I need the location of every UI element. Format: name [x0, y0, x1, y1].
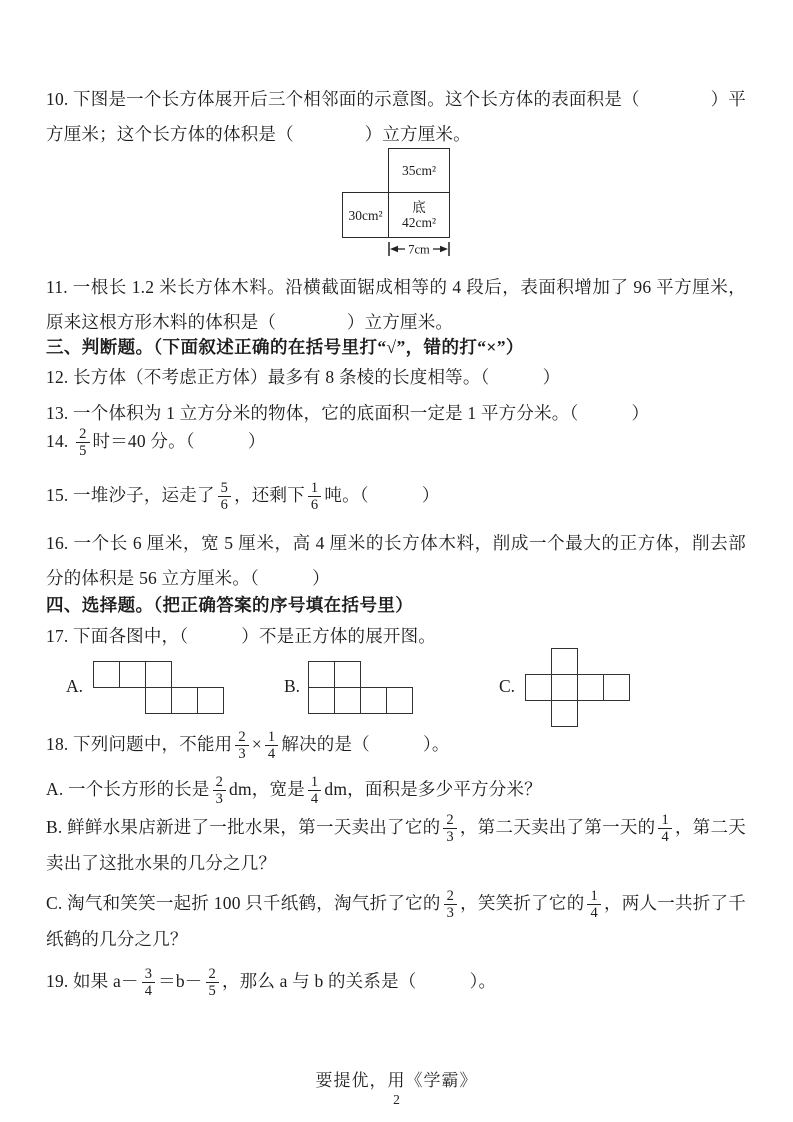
fraction: $\frac{1}{4}$ [587, 888, 600, 922]
fraction: $\frac{1}{4}$ [265, 729, 278, 763]
net-cell [145, 687, 172, 714]
question-16: 16. 一个长 6 厘米，宽 5 厘米，高 4 厘米的长方体木料，削成一个最大的正方体，削去部分的体积是 56 立方厘米。（ ） [46, 533, 746, 588]
section-heading-choice: 四、选择题。（把正确答案的序号填在括号里） [46, 595, 414, 615]
page-number: 2 [393, 1092, 400, 1107]
right-arrowhead [440, 246, 448, 252]
question-19: 19. 如果 a－ $\frac{3}{4}$ ＝b－ $\frac{2}{5}$ ，那么 a 与 b 的关系是（ ）。 [46, 965, 497, 1000]
question-17: 17. 下面各图中，（ ）不是正方体的展开图。 [46, 626, 436, 646]
face-bottom-name: 底 [412, 200, 426, 215]
net-cell [171, 687, 198, 714]
fraction: $\frac{1}{6}$ [308, 480, 321, 514]
net-cell [577, 674, 604, 701]
face-top-label: 35cm² [401, 163, 437, 178]
net-cell [308, 661, 335, 688]
question-14: 14. $\frac{2}{5}$ 时＝40 分。（ ） [46, 425, 266, 460]
left-arrowhead [390, 246, 398, 252]
cube-net-c [525, 648, 631, 728]
net-cell [145, 661, 172, 688]
question-13: 13. 一个体积为 1 立方分米的物体，它的底面积一定是 1 平方分米。（ ） [46, 403, 650, 423]
fraction: $\frac{2}{3}$ [213, 774, 226, 808]
net-cell [386, 687, 413, 714]
face-left-label: 30cm² [348, 207, 383, 223]
width-dimension-label: 7cm [408, 242, 430, 257]
fraction: $\frac{2}{5}$ [206, 966, 219, 1000]
net-cell [551, 700, 578, 727]
net-cell [308, 687, 335, 714]
option-c-label: C. [499, 676, 516, 696]
fraction: $\frac{1}{4}$ [658, 812, 671, 846]
question-18: 18. 下列问题中，不能用 $\frac{2}{3}$ × $\frac{1}{4}$ 解决的是（ ）。 [46, 728, 450, 763]
fraction: $\frac{5}{6}$ [218, 480, 231, 514]
question-12: 12. 长方体（不考虑正方体）最多有 8 条棱的长度相等。（ ） [46, 367, 561, 387]
fraction: $\frac{3}{4}$ [142, 966, 155, 1000]
net-cell [551, 674, 578, 701]
net-cell [551, 648, 578, 675]
fraction: $\frac{2}{3}$ [444, 888, 457, 922]
fraction: $\frac{1}{4}$ [308, 774, 321, 808]
cube-net-options-row [46, 648, 746, 732]
cube-net-a [93, 661, 225, 715]
net-cell [93, 661, 120, 688]
footer-slogan: 要提优，用《学霸》 [315, 1071, 478, 1090]
section-heading-judgement: 三、判断题。（下面叙述正确的在括号里打“√”，错的打“×”） [46, 337, 524, 357]
face-bottom-rect [388, 192, 450, 238]
face-left-rect [342, 192, 389, 238]
fraction: $\frac{2}{3}$ [443, 812, 456, 846]
option-b-label: B. [284, 676, 301, 696]
net-cell [334, 687, 361, 714]
question-11: 11. 一根长 1.2 米长方体木料。沿横截面锯成相等的 4 段后，表面积增加了 96 平方厘米，原来这根方形木料的体积是（ ）立方厘米。 [46, 277, 746, 332]
question-18-option-c: C. 淘气和笑笑一起折 100 只千纸鹤，淘气折了它的 $\frac{2}{3}$ ，笑笑折了它的 $\frac{1}{4}$ ，两人一共折了千纸鹤的几分之几？ [46, 887, 746, 950]
net-cell [525, 674, 552, 701]
question-18-option-b: B. 鲜鲜水果店新进了一批水果，第一天卖出了它的 $\frac{2}{3}$ ，第二天卖出了第一天的 $\frac{1}{4}$ ，第二天卖出了这批水果的几分之几？ [46, 811, 746, 874]
net-cell [119, 661, 146, 688]
question-18-option-a: A. 一个长方形的长是 $\frac{2}{3}$ dm，宽是 $\frac{1}{4}$ dm，面积是多少平方分米？ [46, 773, 542, 808]
face-top-rect [388, 148, 450, 193]
fraction: $\frac{2}{5}$ [76, 426, 89, 460]
face-bottom-area: 42cm² [401, 215, 437, 230]
net-cell [360, 687, 387, 714]
option-a-label: A. [66, 676, 84, 696]
net-cell [197, 687, 224, 714]
cube-net-b [308, 661, 414, 715]
net-cell [334, 661, 361, 688]
width-dimension-arrow [388, 241, 450, 258]
net-cell [603, 674, 630, 701]
fraction: $\frac{2}{3}$ [235, 729, 248, 763]
question-15: 15. 一堆沙子，运走了 $\frac{5}{6}$ ，还剩下 $\frac{1}{6}$ 吨。（ ） [46, 479, 440, 514]
question-10: 10. 下图是一个长方体展开后三个相邻面的示意图。这个长方体的表面积是（ ）平方厘米；这个长方体的体积是（ ）立方厘米。 [46, 89, 746, 144]
unfolded-faces-figure [342, 146, 452, 260]
